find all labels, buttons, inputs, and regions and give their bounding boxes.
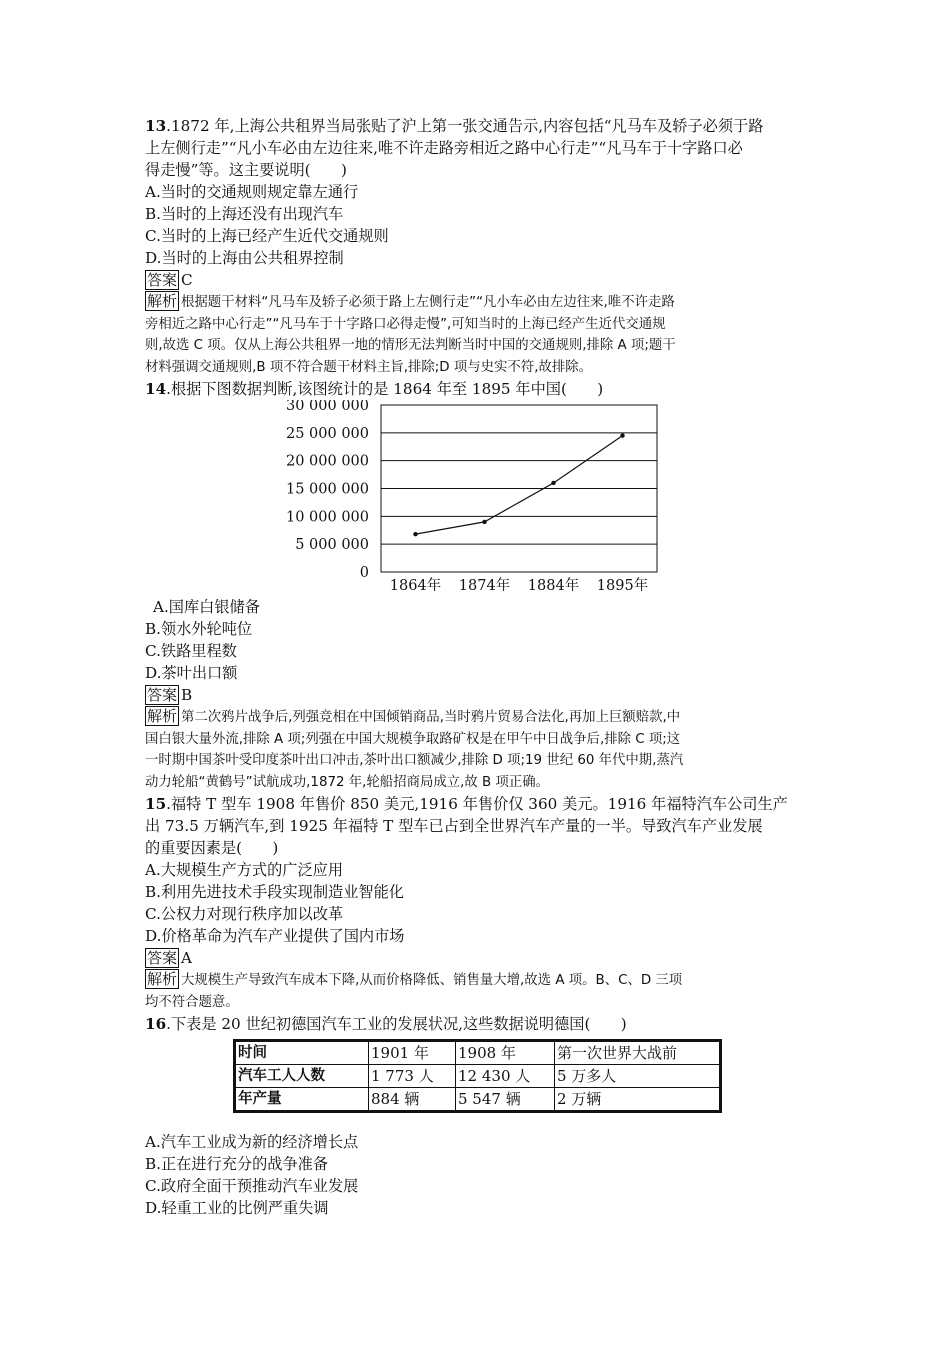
line-chart-svg [145,400,813,596]
answer-value: A [181,949,192,967]
table-cell: 5 万多人 [555,1065,721,1088]
question-14-option-b: B.领水外轮吨位 [145,620,253,638]
question-14-explanation: 解析 第二次鸦片战争后,列强竞相在中国倾销商品,当时鸦片贸易合法化,再加上巨额赔款,中 国白银大量外流,排除 A 项;列强在中国大规模争取路矿权是在甲午中日战争后,排除 C 项;这 一时期中国茶叶受印度茶叶出口冲击,茶叶出口额减少,排除 D 项;19 世纪 60 年代中期,蒸汽 动力轮船“黄鹤号”试航成功,1872 年,轮船招商局成立,故 B 项正确。 [145,707,684,790]
y-tick-label: 10 000 000 [285,509,369,526]
table-cell: 1 773 人 [369,1065,456,1088]
question-16-option-b: B.正在进行充分的战争准备 [145,1155,329,1173]
data-table [233,1039,722,1113]
table-row-label: 汽车工人人数 [235,1065,369,1088]
question-14 [145,378,813,793]
question-15-option-b: B.利用先进技术手段实现制造业智能化 [145,883,404,901]
question-16-number: 16 [145,1015,167,1033]
answer-tag: 答案 [147,949,178,967]
question-14-option-a: A.国库白银储备 [153,598,260,616]
question-15 [145,793,813,1013]
question-13-explanation: 解析 根据题干材料“凡马车及轿子必须于路上左侧行走”“凡小车必由左边往来,唯不许走路 旁相近之路中心行走”“凡马车于十字路口必得走慢”,可知当时的上海已经产生近代交通规 则,故选 C 项。仅从上海公共租界一地的情形无法判断当时中国的交通规则,排除 A 项;题干 材料强调交通规则,B 项不符合题干材料主旨,排除;D 项与史实不符,故排除。 [145,292,676,375]
question-13-number: 13 [145,117,167,135]
question-15-explanation: 解析 大规模生产导致汽车成本下降,从而价格降低、销售量大增,故选 A 项。B、C、D 三项 均不符合题意。 [145,970,683,1010]
question-16-option-d: D.轻重工业的比例严重失调 [145,1199,329,1217]
y-tick-label: 5 000 000 [295,537,369,554]
explanation-tag: 解析 [147,970,178,988]
question-15-stem-line-1: 15.福特 T 型车 1908 年售价 850 美元,1916 年售价仅 360 美元。1916 年福特汽车公司生产 [145,795,788,813]
line-chart [145,400,813,596]
question-13-stem-line-2: 上左侧行走”“凡小车必由左边往来,唯不许走路旁相近之路中心行走”“凡马车于十字路口必 [145,139,743,157]
question-16-option-c: C.政府全面干预推动汽车业发展 [145,1177,359,1195]
data-point [620,433,624,437]
question-14-option-d: D.茶叶出口额 [145,664,238,682]
answer-value: B [181,686,193,704]
y-tick-label: 20 000 000 [285,453,369,470]
question-13-stem-line-3: 得走慢”等。这主要说明( ) [145,161,347,179]
question-16 [145,1013,813,1219]
question-15-answer [145,947,813,969]
table-cell: 884 辆 [369,1088,456,1112]
x-tick-label: 1884年 [527,578,580,594]
answer-tag: 答案 [147,686,178,704]
x-tick-label: 1895年 [596,578,649,594]
explanation-tag: 解析 [147,707,178,725]
question-13-option-d: D.当时的上海由公共租界控制 [145,249,344,267]
explanation-tag: 解析 [147,292,178,310]
question-15-stem-line-3: 的重要因素是( ) [145,839,279,857]
table-cell: 2 万辆 [555,1088,721,1112]
y-tick-label: 0 [359,565,369,581]
question-13-option-a: A.当时的交通规则规定靠左通行 [145,183,359,201]
y-tick-label: 30 000 000 [285,400,369,414]
question-15-option-c: C.公权力对现行秩序加以改革 [145,905,344,923]
question-13-option-b: B.当时的上海还没有出现汽车 [145,205,344,223]
answer-tag: 答案 [147,271,178,289]
question-15-option-d: D.价格革命为汽车产业提供了国内市场 [145,927,405,945]
question-14-number: 14 [145,380,167,398]
question-13-stem-line-1: 13.1872 年,上海公共租界当局张贴了沪上第一张交通告示,内容包括“凡马车及轿子必须于路 [145,117,764,135]
question-13-answer [145,269,813,291]
data-point [551,481,555,485]
table-cell: 5 547 辆 [456,1088,555,1112]
x-tick-label: 1864年 [389,578,442,594]
worksheet-page [145,115,813,1219]
question-13-option-c: C.当时的上海已经产生近代交通规则 [145,227,389,245]
table-row [235,1065,721,1088]
table-header-cell: 1901 年 [369,1041,456,1065]
question-16-option-a: A.汽车工业成为新的经济增长点 [145,1133,359,1151]
table-row-label: 年产量 [235,1088,369,1112]
table-header-row [235,1041,721,1065]
question-16-stem: 16.下表是 20 世纪初德国汽车工业的发展状况,这些数据说明德国( ) [145,1015,627,1033]
table-row [235,1088,721,1112]
table-header-cell: 时间 [235,1041,369,1065]
question-14-answer [145,684,813,706]
series-line [416,436,623,535]
data-point [482,520,486,524]
question-13 [145,115,813,378]
table-header-cell: 第一次世界大战前 [555,1041,721,1065]
table-cell: 12 430 人 [456,1065,555,1088]
answer-value: C [181,271,193,289]
y-tick-label: 25 000 000 [285,425,369,442]
table-header-cell: 1908 年 [456,1041,555,1065]
question-15-number: 15 [145,795,167,813]
question-15-option-a: A.大规模生产方式的广泛应用 [145,861,344,879]
data-point [413,532,417,536]
question-15-stem-line-2: 出 73.5 万辆汽车,到 1925 年福特 T 型车已占到全世界汽车产量的一半。导致汽车产业发展 [145,817,763,835]
question-14-stem: 14.根据下图数据判断,该图统计的是 1864 年至 1895 年中国( ) [145,380,604,398]
x-tick-label: 1874年 [458,578,511,594]
question-14-option-c: C.铁路里程数 [145,642,237,660]
y-tick-label: 15 000 000 [285,481,369,498]
